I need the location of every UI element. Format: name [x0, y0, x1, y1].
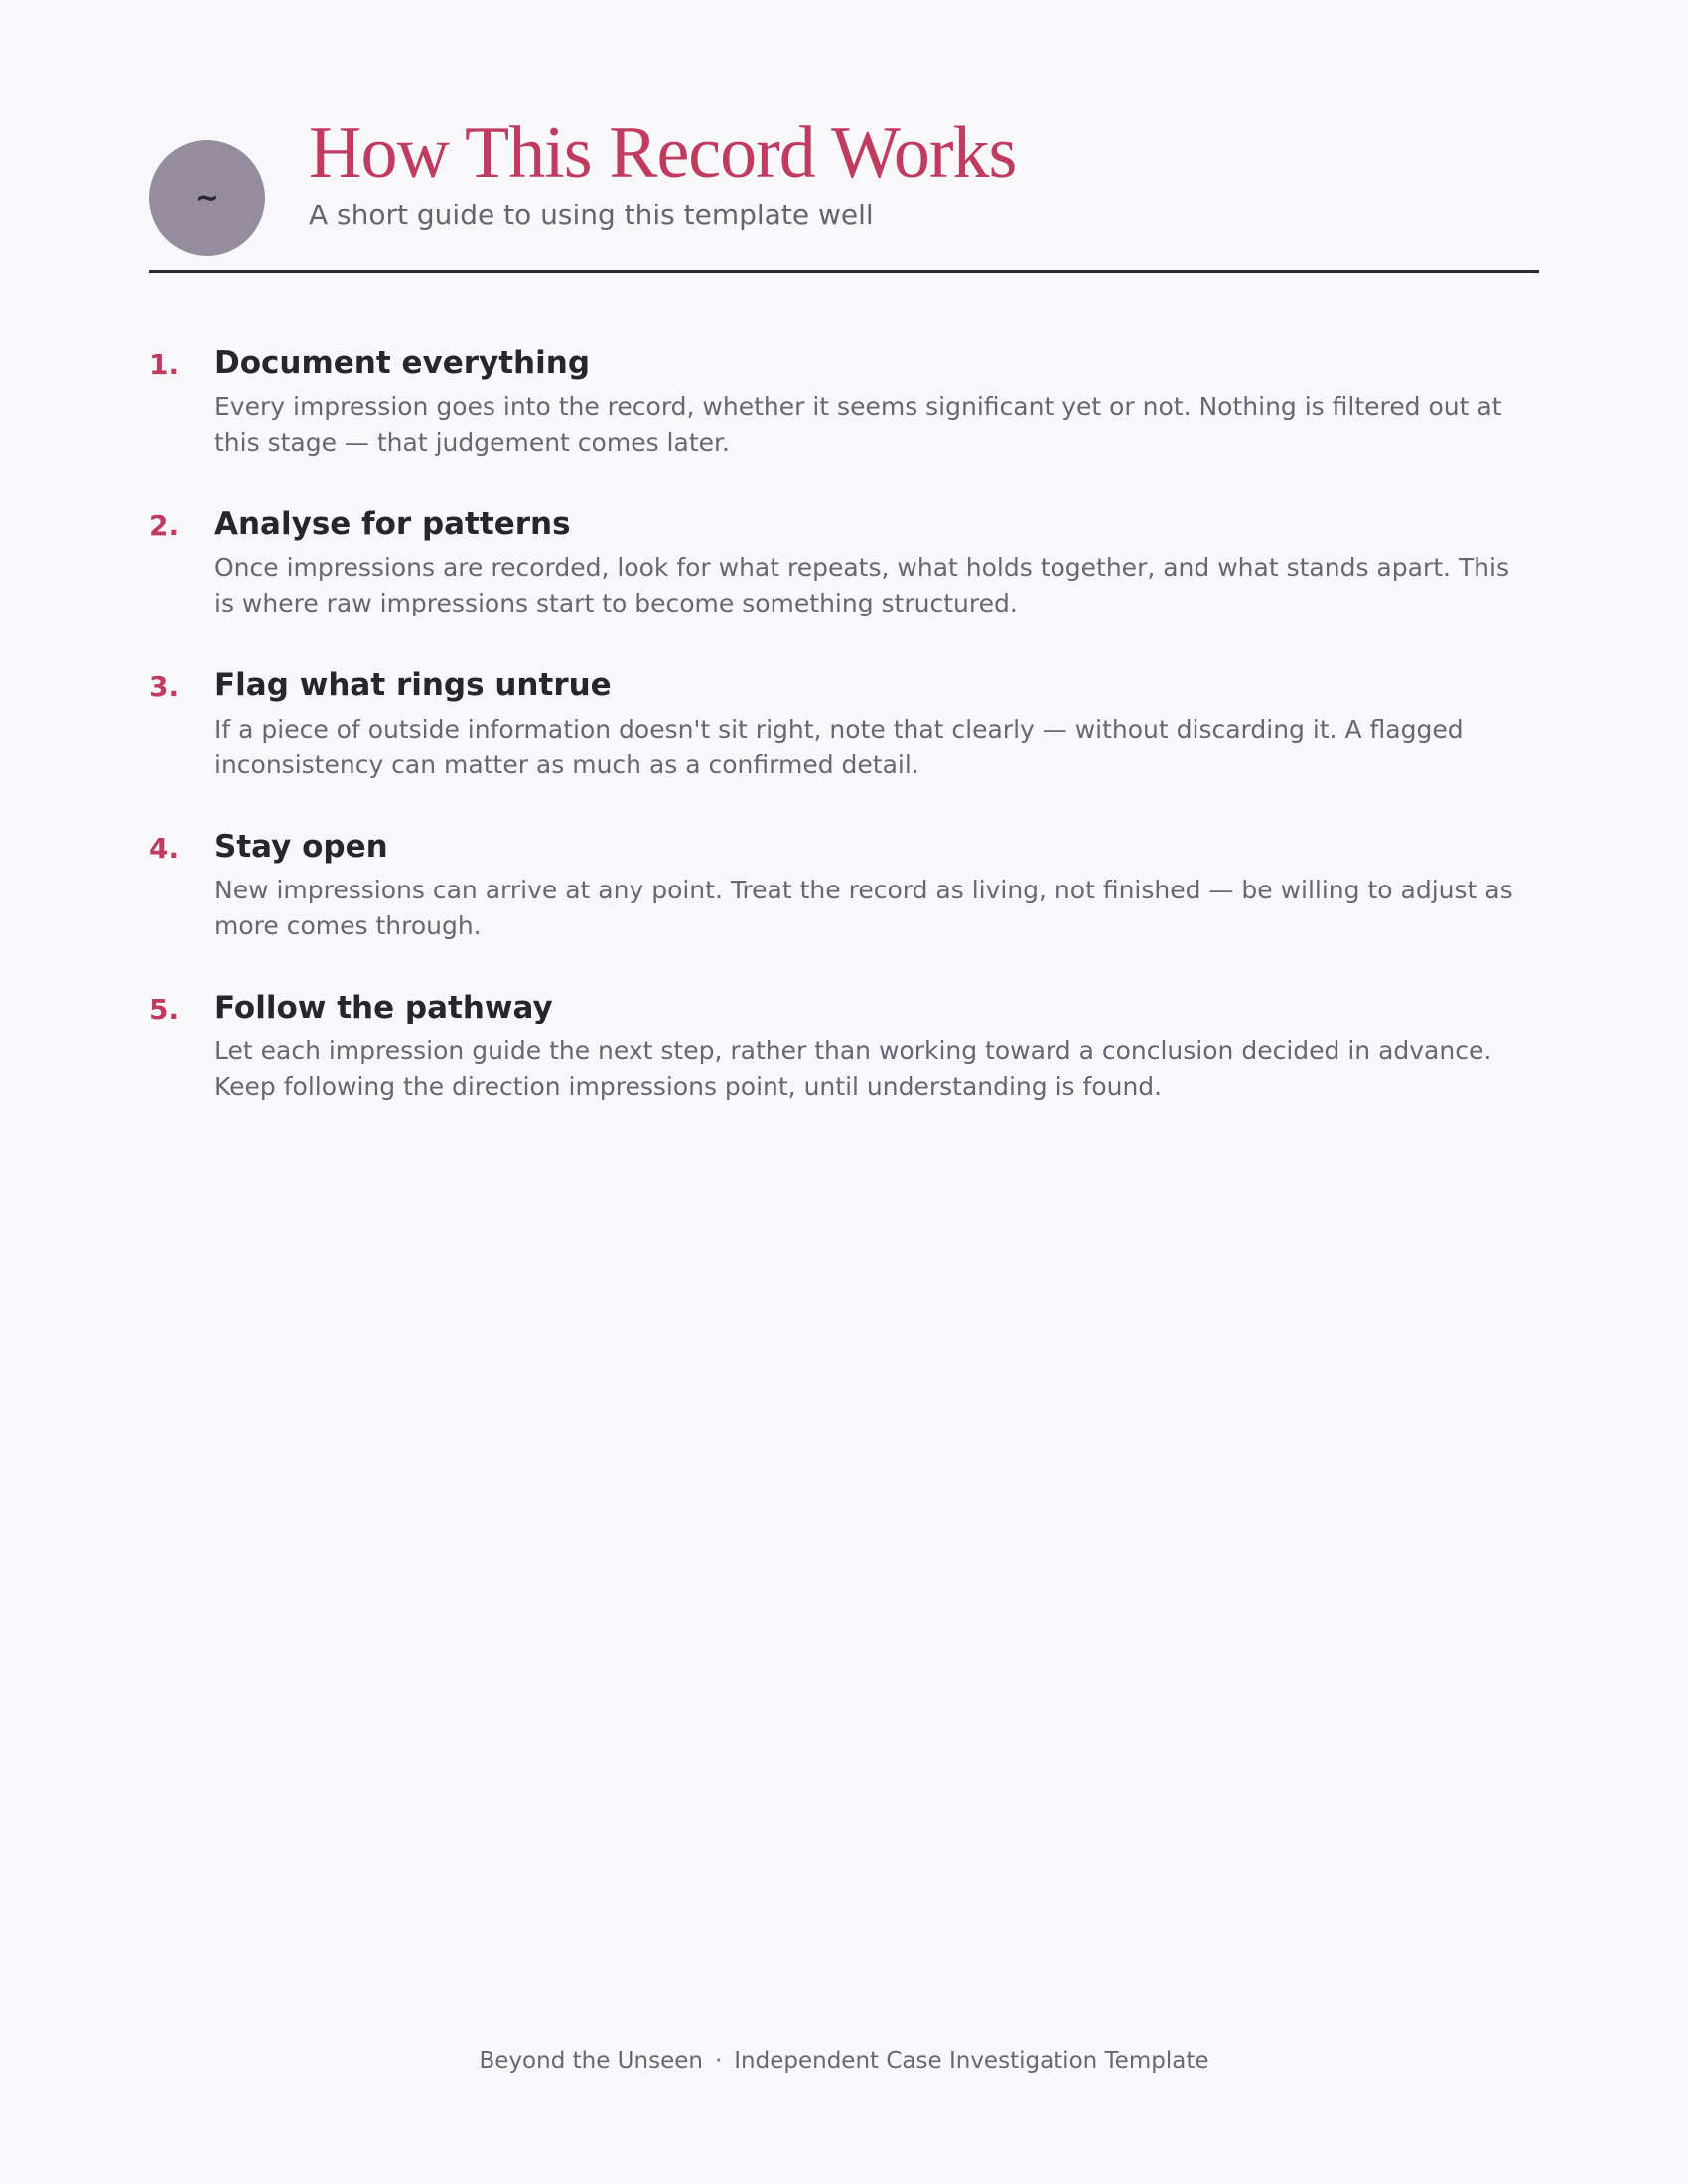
step-description: Once impressions are recorded, look for what repeats, what holds together, and what stands apart. This is where raw impressions start to become something structured.: [214, 553, 1509, 618]
steps-list: [149, 345, 1539, 1151]
page-title: How This Record Works: [309, 112, 1017, 194]
footer-template-name: Independent Case Investigation Template: [734, 2048, 1209, 2074]
step-description: Every impression goes into the record, whether it seems significant yet or not. Nothing is filtered out at this stage — that judgement comes later.: [214, 392, 1502, 458]
step-description: New impressions can arrive at any point. Treat the record as living, not finished — be willing to adjust as more comes through.: [214, 875, 1513, 940]
step-item: [149, 345, 1539, 461]
step-item: [149, 990, 1539, 1105]
step-number: 5.: [149, 992, 180, 1025]
page-header: [149, 109, 1539, 273]
badge-glyph: ~: [194, 181, 220, 215]
step-number: 2.: [149, 509, 180, 543]
step-item: [149, 506, 1539, 621]
step-number: 3.: [149, 670, 180, 704]
step-number: 1.: [149, 348, 180, 381]
badge-icon: [149, 140, 265, 256]
page-subtitle: A short guide to using this template well: [309, 199, 874, 231]
page-footer: [149, 2048, 1539, 2076]
step-title: Flag what rings untrue: [214, 667, 612, 704]
step-title: Document everything: [214, 345, 591, 381]
footer-separator: ·: [714, 2048, 723, 2074]
header-divider: [149, 270, 1539, 273]
step-number: 4.: [149, 831, 180, 865]
step-description: Let each impression guide the next step, rather than working toward a conclusion decided in advance. Keep following the direction impressions point, until understanding is found.: [214, 1035, 1492, 1101]
step-item: [149, 829, 1539, 944]
step-description: If a piece of outside information doesn't sit right, note that clearly — without discarding it. A flagged inconsistency can matter as much as a confirmed detail.: [214, 714, 1464, 779]
step-title: Analyse for patterns: [214, 506, 571, 543]
step-title: Follow the pathway: [214, 989, 553, 1025]
step-title: Stay open: [214, 828, 388, 865]
footer-publication: Beyond the Unseen: [479, 2048, 703, 2074]
step-item: [149, 667, 1539, 782]
